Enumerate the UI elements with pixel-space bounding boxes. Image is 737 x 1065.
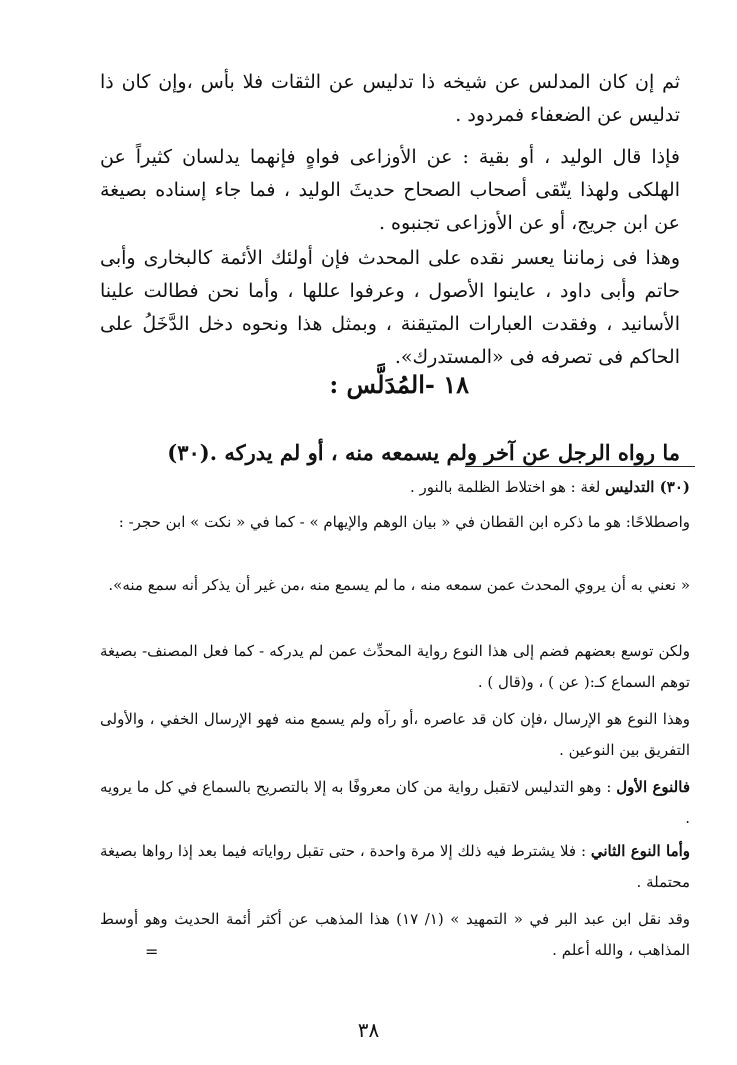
footnote-30-line — [100, 472, 690, 503]
section-heading: ١٨ -المُدَلَّس : — [329, 370, 469, 399]
footnote-expansion: ولكن توسع بعضهم فضم إلى هذا النوع رواية المحدِّث عمن لم يدركه - كما فعل المصنف- بصيغة توهم السماع كـ:( عن ) ، و(قال ) . — [100, 642, 690, 691]
page-number: ٣٨ — [357, 1018, 380, 1042]
footnote-quote: « نعني به أن يروي المحدث عمن سمعه منه ، ما لم يسمع منه ،من غير أن يذكر أنه سمع منه». — [108, 576, 690, 594]
second-type-text: : فلا يشترط فيه ذلك إلا مرة واحدة ، حتى تقبل رواياته فيما بعد إذا رواها بصيغة محتملة . — [100, 842, 690, 891]
paragraph-our-time: وهذا فى زماننا يعسر نقده على المحدث فإن أولئك الأئمة كالبخارى وأبى حاتم وأبى داود ، عاينوا الأصول ، وعرفوا عللها ، وأما نحن فطالت علينا الأسانيد ، وفقدت العبارات المتيقنة ، وبمثل هذا ونحوه دخل الدَّخَلُ على الحاكم فى تصرفه فى «المستدرك». — [100, 247, 680, 368]
paragraph-walid-baqiyya: فإذا قال الوليد ، أو بقية : عن الأوزاعى فواهٍ فإنهما يدلسان كثيراً عن الهلكى ولهذا يتّقى أصحاب الصحاح حديثَ الوليد ، فما جاء إسناده بصيغة عن ابن جريج، أو عن الأوزاعى تجنبوه . — [100, 146, 680, 234]
footnote-irsal: وهذا النوع هو الإرسال ،فإن كان قد عاصره ،أو رآه ولم يسمع منه فهو الإرسال الخفي ، والأولى التفريق بين النوعين . — [100, 710, 690, 759]
footnote-linguistic: لغة : هو اختلاط الظلمة بالنور . — [410, 478, 606, 496]
footnote-ibn-abd-al-barr: وقد نقل ابن عبد البر في « التمهيد » (١/ ١٧) هذا المذهب عن أكثر أئمة الحديث وهو أوسط المذاهب ، والله أعلم . — [100, 910, 690, 959]
footnote-second-type — [100, 836, 690, 898]
paragraph-mudallis-rule: ثم إن كان المدلس عن شيخه ذا تدليس عن الثقات فلا بأس ،وإن كان ذا تدليس عن الضعفاء فمردود . — [100, 71, 680, 126]
first-type-text: : وهو التدليس لاتقبل رواية من كان معروفًا به إلا بالتصريح بالسماع في كل ما يرويه . — [100, 778, 690, 827]
first-type-label: فالنوع الأول — [616, 778, 690, 796]
footnote-separator — [465, 466, 695, 467]
second-type-label: وأما النوع الثاني — [590, 842, 691, 860]
definition-line: ما رواه الرجل عن آخر ولم يسمعه منه ، أو لم يدركه .(٣٠) — [167, 440, 680, 465]
footnote-term: (٣٠) التدليس — [605, 478, 690, 496]
footnote-first-type — [100, 772, 690, 834]
footnote-technical: واصطلاحًا: هو ما ذكره ابن القطان في « بيان الوهم والإيهام » - كما في « نكت » ابن حجر- : — [118, 513, 690, 531]
continuation-mark: = — [145, 942, 159, 961]
